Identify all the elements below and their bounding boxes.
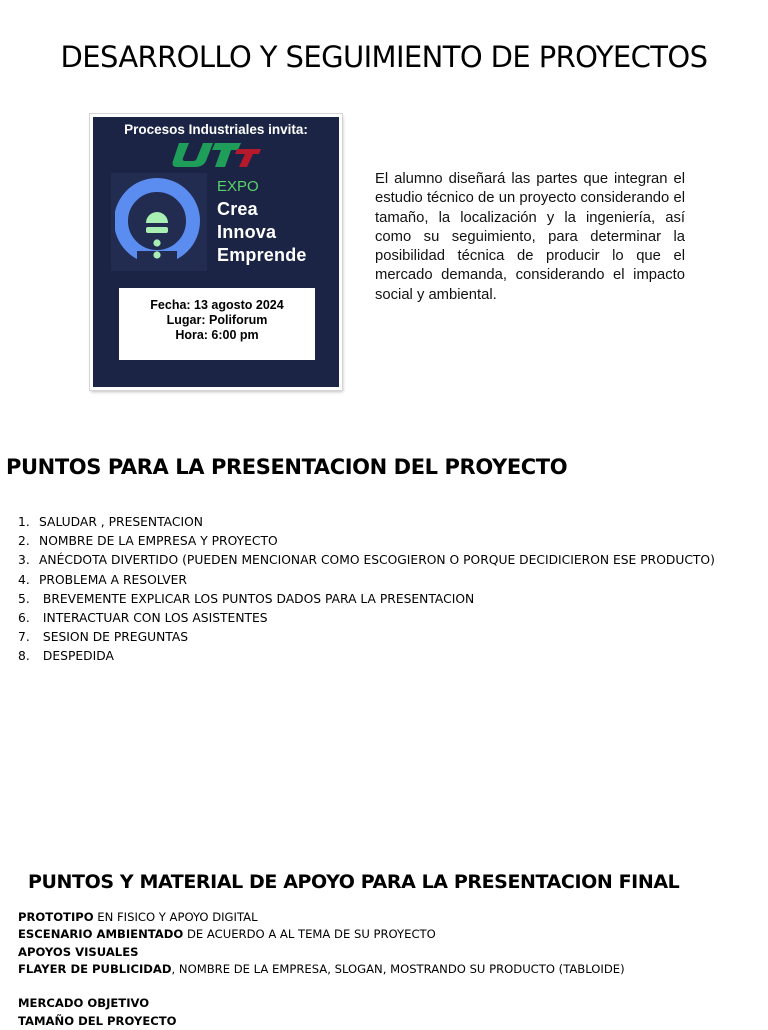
list-item: 3. ANÉCDOTA DIVERTIDO (PUEDEN MENCIONAR COMO ESCOGIERON O PORQUE DECIDICIERON ESE PRODUCTO) — [18, 553, 715, 568]
section-title-support-material: PUNTOS Y MATERIAL DE APOYO PARA LA PRESENTACION FINAL — [28, 871, 680, 893]
list-item: FLAYER DE PUBLICIDAD, NOMBRE DE LA EMPRESA, SLOGAN, MOSTRANDO SU PRODUCTO (TABLOIDE) — [18, 961, 625, 976]
event-time: Hora: 6:00 pm — [175, 328, 259, 342]
support-material-list — [18, 909, 625, 1030]
list-spacer — [18, 978, 625, 995]
event-details-box — [119, 288, 315, 360]
list-item: 8. DESPEDIDA — [18, 649, 114, 664]
list-item: 4. PROBLEMA A RESOLVER — [18, 572, 187, 587]
presentation-points-list — [18, 513, 715, 667]
list-item: 2. NOMBRE DE LA EMPRESA Y PROYECTO — [18, 534, 278, 549]
event-place: Lugar: Poliforum — [166, 313, 268, 327]
list-item: 5. BREVEMENTE EXPLICAR LOS PUNTOS DADOS PARA LA PRESENTACION — [18, 591, 475, 606]
innova-label: Innova — [217, 222, 277, 242]
crea-label: Crea — [217, 199, 258, 219]
list-item: PROTOTIPO EN FISICO Y APOYO DIGITAL — [18, 910, 258, 924]
event-date: Fecha: 13 agosto 2024 — [150, 298, 284, 312]
expo-flyer-image — [90, 114, 342, 390]
utt-logo — [171, 141, 263, 169]
list-item: APOYOS VISUALES — [18, 944, 139, 959]
list-item: 7. SESION DE PREGUNTAS — [18, 630, 189, 645]
lightbulb-icon — [115, 177, 203, 269]
expo-label: EXPO — [217, 178, 259, 195]
flyer-header: Procesos Industriales invita: — [124, 122, 308, 137]
list-item: TAMAÑO DEL PROYECTO — [18, 1013, 177, 1028]
page-title: DESARROLLO Y SEGUIMIENTO DE PROYECTOS — [60, 40, 708, 74]
section-title-presentation-points: PUNTOS PARA LA PRESENTACION DEL PROYECTO — [6, 455, 568, 479]
list-item: MERCADO OBJETIVO — [18, 996, 150, 1011]
emprende-label: Emprende — [217, 245, 307, 265]
list-item: 6. INTERACTUAR CON LOS ASISTENTES — [18, 611, 268, 626]
flyer-background — [93, 117, 339, 387]
list-item: 1. SALUDAR , PRESENTACION — [18, 515, 203, 529]
list-item: ESCENARIO AMBIENTADO DE ACUERDO A AL TEMA DE SU PROYECTO — [18, 927, 436, 942]
objective-paragraph: El alumno diseñará las partes que integran el estudio técnico de un proyecto considerando el tamaño, la localización y la ingeniería, así como su seguimiento, para determinar la posibilidad técnica de producir lo que el mercado demanda, considerando el impacto social y ambiental. — [375, 171, 685, 303]
